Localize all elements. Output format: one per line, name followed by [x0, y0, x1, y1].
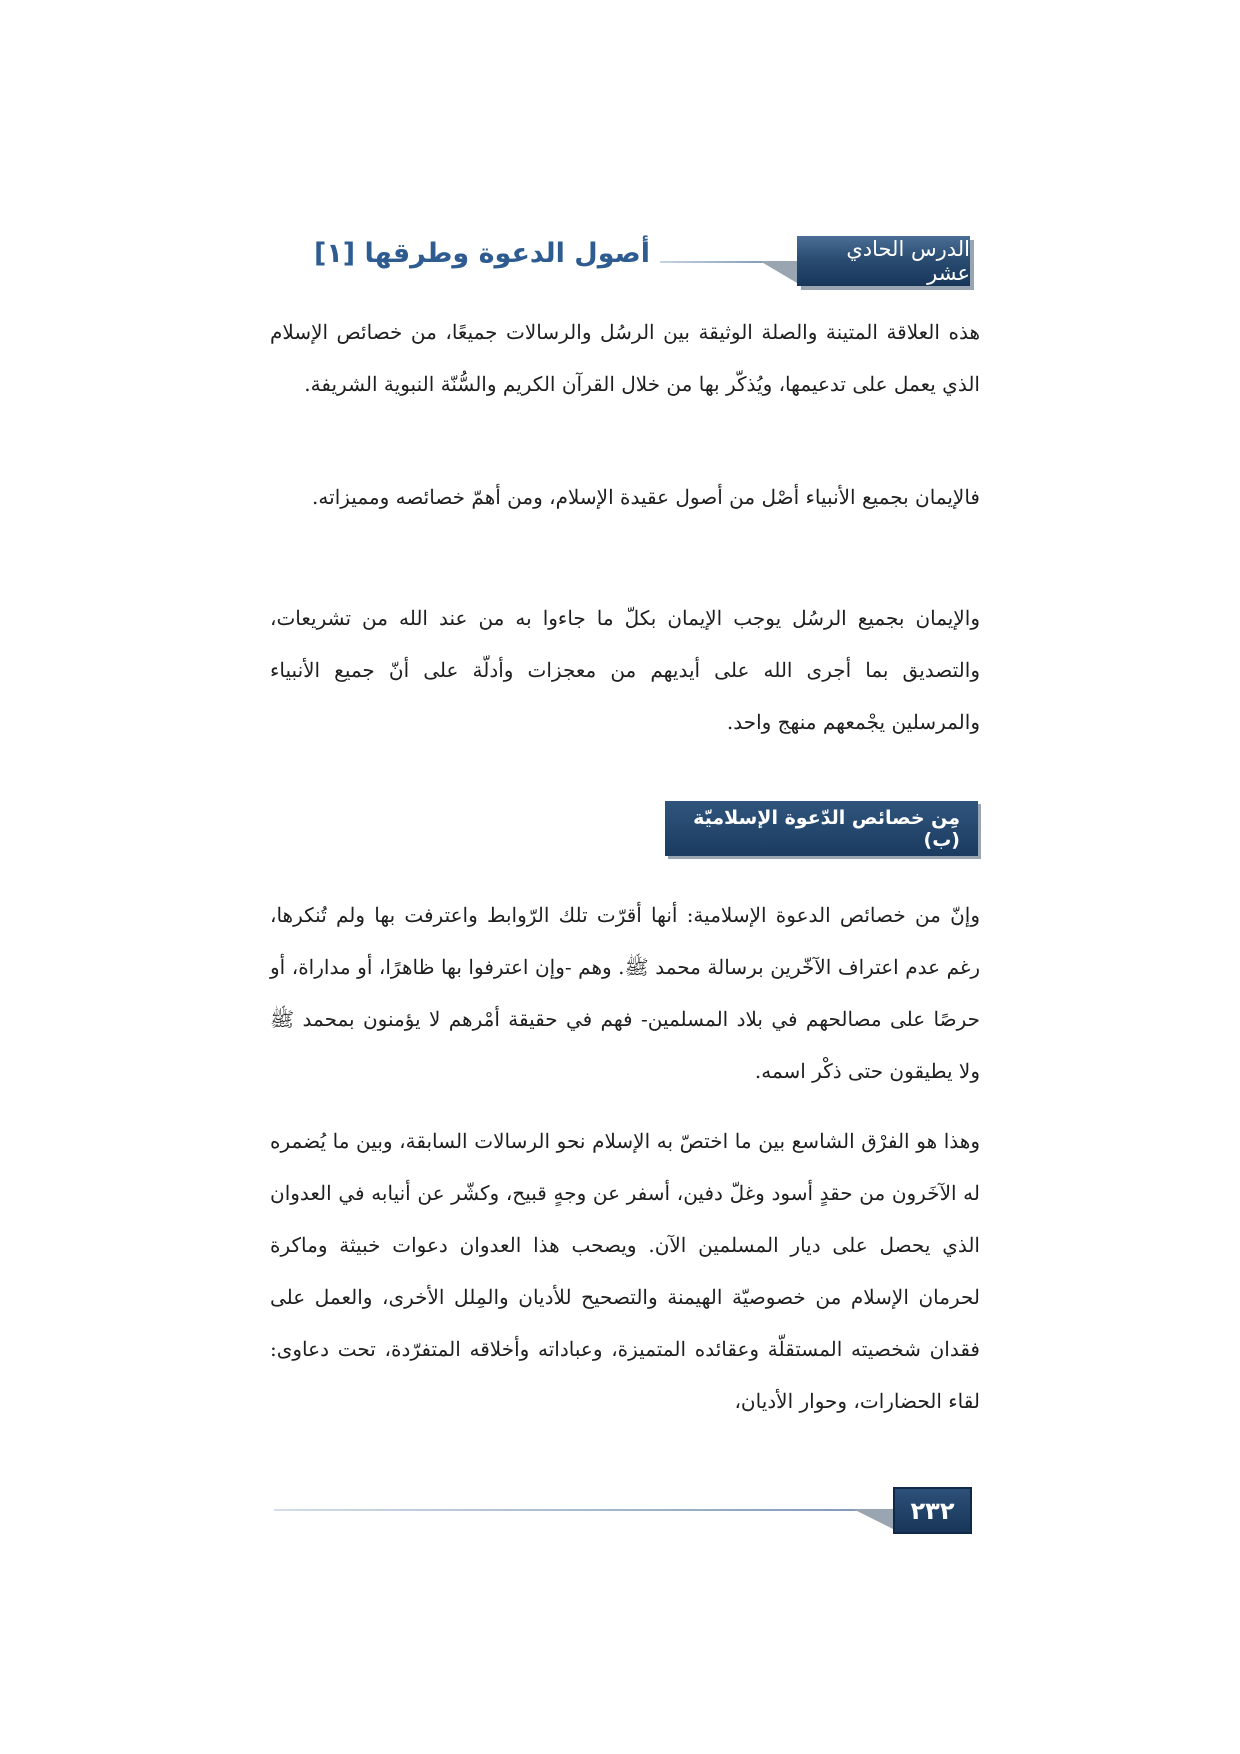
- section-heading: مِن خصائص الدّعوة الإسلاميّة (ب): [693, 806, 960, 851]
- section-heading-box: [665, 801, 978, 856]
- lesson-label-box: [797, 236, 970, 286]
- page-number: ٢٣٢: [910, 1496, 955, 1525]
- footer-rule-wedge: [853, 1509, 893, 1529]
- lesson-label: الدرس الحادي عشر: [846, 237, 970, 285]
- paragraph-1: هذه العلاقة المتينة والصلة الوثيقة بين الرسُل والرسالات جميعًا، من خصائص الإسلام الذي يعمل على تدعيمها، ويُذكّر بها من خلال القرآن الكريم والسُّنّة النبوية الشريفة.: [270, 320, 980, 396]
- footer-rule: [274, 1509, 894, 1511]
- paragraph-5: وهذا هو الفرْق الشاسع بين ما اختصّ به الإسلام نحو الرسالات السابقة، وبين ما يُضمره له الآخَرون من حقدٍ أسود وغلّ دفين، أسفر عن وجهٍ قبيح، وكشّر عن أنيابه في العدوان الذي يحصل على ديار المسلمين الآن. ويصحب هذا العدوان دعوات خبيثة وماكرة لحرمان الإسلام من خصوصيّة الهيمنة والتصحيح للأديان والمِلل الأخرى، والعمل على فقدان شخصيته المستقلّة وعقائده المتميزة، وعباداته وأخلاقه المتفرّدة، تحت دعاوى: لقاء الحضارات، وحوار الأديان،: [270, 1129, 980, 1413]
- page-number-box: [893, 1487, 972, 1534]
- paragraph-2: فالإيمان بجميع الأنبياء أصْل من أصول عقيدة الإسلام، ومن أهمّ خصائصه ومميزاته.: [312, 485, 980, 509]
- header-rule-wedge: [760, 261, 797, 283]
- chapter-title: أصول الدعوة وطرقها [١]: [313, 238, 650, 269]
- paragraph-4: وإنّ من خصائص الدعوة الإسلامية: أنها أقرّت تلك الرّوابط واعترفت بها ولم تُنكرها، رغم عدم اعتراف الآخّرين برسالة محمد ﷺ. وهم -وإن اعترفوا بها ظاهرًا، أو مداراة، أو حرصًا على مصالحهم في بلاد المسلمين- فهم في حقيقة أمْرهم لا يؤمنون بمحمد ﷺ ولا يطيقون حتى ذكْر اسمه.: [270, 903, 980, 1083]
- paragraph-3: والإيمان بجميع الرسُل يوجب الإيمان بكلّ ما جاءوا به من عند الله من تشريعات، والتصديق بما أجرى الله على أيديهم من معجزات وأدلّة على أنّ جميع الأنبياء والمرسلين يجْمعهم منهج واحد.: [270, 606, 980, 734]
